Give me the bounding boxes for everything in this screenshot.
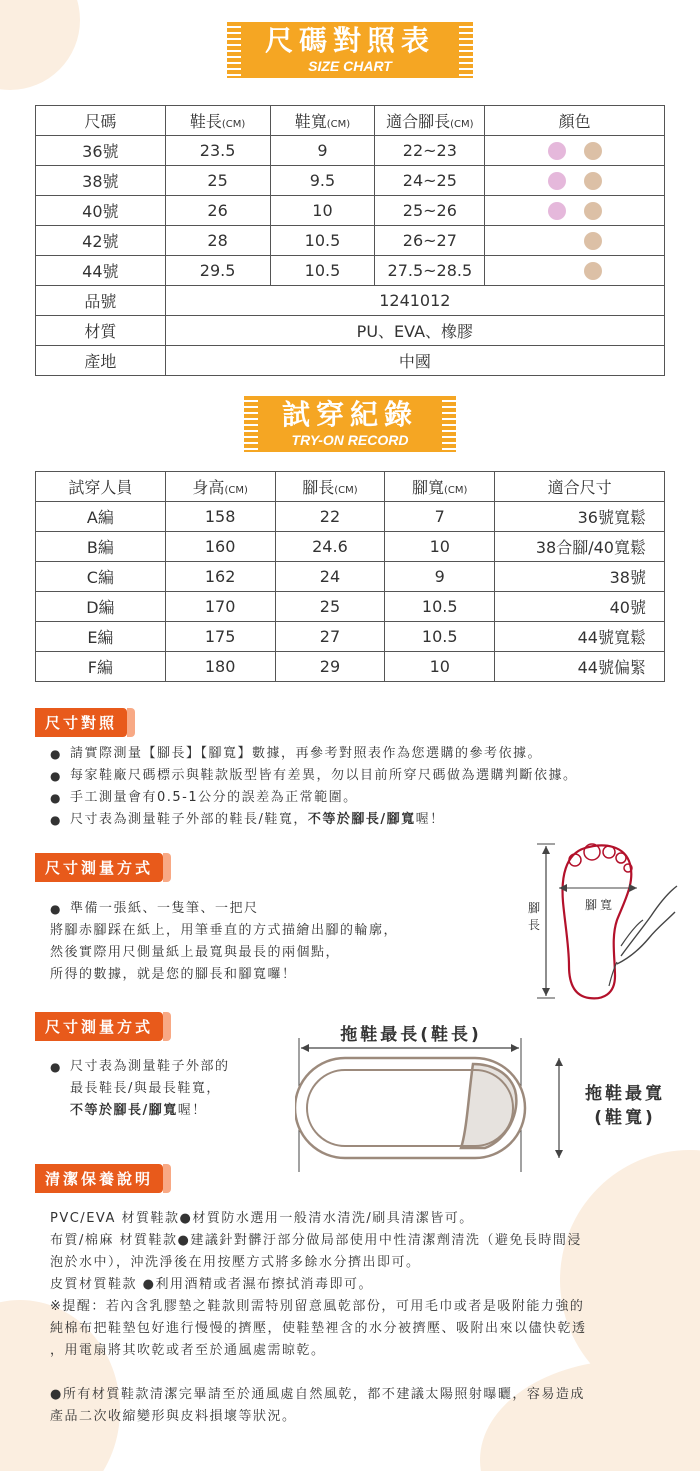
cell-foot-length: 25 <box>275 592 385 622</box>
try-on-subtitle: TRY-ON RECORD <box>291 432 409 448</box>
cell-foot: 24~25 <box>375 166 485 196</box>
foot-diagram <box>525 838 690 1003</box>
text-line: 產品二次收縮變形與皮料損壞等狀況。 <box>50 1409 297 1424</box>
cell-person: A編 <box>36 502 166 532</box>
cell-fit: 44號寬鬆 <box>495 622 665 652</box>
cell-fit: 38號 <box>495 562 665 592</box>
cell-width: 10.5 <box>270 226 375 256</box>
origin-value: 中國 <box>165 346 664 376</box>
cell-person: F編 <box>36 652 166 682</box>
header-foot-width: 腳寬(CM) <box>385 472 495 502</box>
foot-measure-bullet <box>50 898 259 920</box>
table-row <box>36 652 665 682</box>
beige-swatch <box>584 172 602 190</box>
size-chart-table <box>35 105 665 376</box>
header-foot-length: 腳長(CM) <box>275 472 385 502</box>
size-chart-banner <box>0 22 700 78</box>
list-item: ● 手工測量會有0.5-1公分的誤差為正常範圍。 <box>50 787 578 809</box>
product-number-row <box>36 286 665 316</box>
origin-label: 產地 <box>36 346 166 376</box>
slipper-measure-tag: 尺寸測量方式 <box>35 1012 163 1041</box>
cell-length: 28 <box>165 226 270 256</box>
size-chart-title: 尺碼對照表 <box>264 24 435 57</box>
cell-foot-length: 24 <box>275 562 385 592</box>
cell-width: 9.5 <box>270 166 375 196</box>
header-color: 顏色 <box>485 106 665 136</box>
list-item: ● 每家鞋廠尺碼標示與鞋款版型皆有差異，勿以目前所穿尺碼做為選購判斷依據。 <box>50 765 578 787</box>
table-row <box>36 256 665 286</box>
cell-person: D編 <box>36 592 166 622</box>
cell-height: 160 <box>165 532 275 562</box>
table-header-row <box>36 472 665 502</box>
try-on-title: 試穿紀錄 <box>281 398 418 431</box>
cell-foot: 22~23 <box>375 136 485 166</box>
cell-foot: 25~26 <box>375 196 485 226</box>
cell-foot-width: 10 <box>385 532 495 562</box>
foot-length-label: 腳長 <box>527 901 540 932</box>
size-notes-tag: 尺寸對照 <box>35 708 127 737</box>
cell-person: E編 <box>36 622 166 652</box>
slipper-length-label: 拖鞋最長(鞋長) <box>321 1020 501 1045</box>
size-chart-subtitle: SIZE CHART <box>308 58 392 74</box>
cell-length: 23.5 <box>165 136 270 166</box>
cell-colors <box>485 166 665 196</box>
beige-swatch <box>584 262 602 280</box>
cell-height: 180 <box>165 652 275 682</box>
table-row <box>36 562 665 592</box>
pink-swatch <box>548 172 566 190</box>
cell-fit: 38合腳/40寬鬆 <box>495 532 665 562</box>
slipper-measure-text <box>50 1056 230 1122</box>
cell-person: C編 <box>36 562 166 592</box>
cell-length: 25 <box>165 166 270 196</box>
cell-length: 29.5 <box>165 256 270 286</box>
list-item: ● 請實際測量【腳長】【腳寬】數據，再參考對照表作為您選購的參考依據。 <box>50 743 578 765</box>
text-line: 泡於水中），沖洗淨後在用按壓方式將多餘水分擠出即可。 <box>50 1255 421 1270</box>
text-line: ※提醒：若內含乳膠墊之鞋款則需特別留意風乾部份，可用毛巾或者是吸附能力強的 <box>50 1299 585 1314</box>
list-item: ● 準備一張紙、一隻筆、一把尺 <box>50 898 259 920</box>
table-row <box>36 592 665 622</box>
cell-foot-width: 10.5 <box>385 622 495 652</box>
table-row <box>36 502 665 532</box>
try-on-table <box>35 471 665 682</box>
material-row <box>36 316 665 346</box>
text-line: 所得的數據，就是您的腳長和腳寬囉！ <box>50 967 297 982</box>
table-row <box>36 622 665 652</box>
cell-colors <box>485 256 665 286</box>
header-size: 尺碼 <box>36 106 166 136</box>
try-on-banner <box>0 396 700 452</box>
cell-colors <box>485 226 665 256</box>
cell-length: 26 <box>165 196 270 226</box>
cell-width: 9 <box>270 136 375 166</box>
foot-measure-tag: 尺寸測量方式 <box>35 853 163 882</box>
list-item: ● 尺寸表為測量鞋子外部的 最長鞋長/與最長鞋寬， 不等於腳長/腳寬喔！ <box>50 1056 230 1122</box>
cell-width: 10 <box>270 196 375 226</box>
header-person: 試穿人員 <box>36 472 166 502</box>
header-fit: 適合尺寸 <box>495 472 665 502</box>
cell-size: 36號 <box>36 136 166 166</box>
table-row <box>36 532 665 562</box>
text-line: ，用電扇將其吹乾或者至於通風處需晾乾。 <box>50 1343 326 1358</box>
list-item: ● 尺寸表為測量鞋子外部的鞋長/鞋寬，不等於腳長/腳寬喔！ <box>50 809 578 831</box>
cell-foot-length: 27 <box>275 622 385 652</box>
cell-fit: 36號寬鬆 <box>495 502 665 532</box>
cell-colors <box>485 196 665 226</box>
header-width: 鞋寬(CM) <box>270 106 375 136</box>
cell-foot-width: 7 <box>385 502 495 532</box>
product-number-value: 1241012 <box>165 286 664 316</box>
cell-size: 40號 <box>36 196 166 226</box>
cell-fit: 44號偏緊 <box>495 652 665 682</box>
cell-foot: 27.5~28.5 <box>375 256 485 286</box>
material-value: PU、EVA、橡膠 <box>165 316 664 346</box>
beige-swatch <box>584 232 602 250</box>
foot-measure-text <box>50 920 398 986</box>
header-foot: 適合腳長(CM) <box>375 106 485 136</box>
product-number-label: 品號 <box>36 286 166 316</box>
cell-height: 175 <box>165 622 275 652</box>
cell-foot-length: 22 <box>275 502 385 532</box>
table-row <box>36 226 665 256</box>
text-line: 將腳赤腳踩在紙上，用筆垂直的方式描繪出腳的輪廓， <box>50 923 399 938</box>
table-row <box>36 136 665 166</box>
cell-foot-width: 10.5 <box>385 592 495 622</box>
pink-swatch <box>548 202 566 220</box>
foot-width-label: 腳寬 <box>584 898 615 912</box>
cell-size: 38號 <box>36 166 166 196</box>
cell-height: 158 <box>165 502 275 532</box>
cell-foot-length: 29 <box>275 652 385 682</box>
cell-colors <box>485 136 665 166</box>
table-row <box>36 196 665 226</box>
header-height: 身高(CM) <box>165 472 275 502</box>
cell-size: 42號 <box>36 226 166 256</box>
cell-height: 162 <box>165 562 275 592</box>
slipper-width-label: 拖鞋最寬 (鞋寬) <box>585 1084 665 1128</box>
slipper-diagram <box>295 1020 685 1175</box>
material-label: 材質 <box>36 316 166 346</box>
text-line: 皮質材質鞋款 ●利用酒精或者濕布擦拭消毒即可。 <box>50 1277 373 1292</box>
text-line: PVC/EVA 材質鞋款●材質防水選用一般清水清洗/刷具清潔皆可。 <box>50 1211 474 1226</box>
cell-person: B編 <box>36 532 166 562</box>
size-notes-list <box>50 743 578 831</box>
care-text <box>50 1208 587 1428</box>
cell-fit: 40號 <box>495 592 665 622</box>
text-line: 純棉布把鞋墊包好進行慢慢的擠壓，使鞋墊裡含的水分被擠壓、吸附出來以儘快乾透 <box>50 1321 587 1336</box>
text-line: 布質/棉麻 材質鞋款●建議針對髒汙部分做局部使用中性清潔劑清洗（避免長時間浸 <box>50 1233 582 1248</box>
beige-swatch <box>584 142 602 160</box>
pink-swatch <box>548 142 566 160</box>
table-header-row <box>36 106 665 136</box>
text-line: ●所有材質鞋款清潔完畢請至於通風處自然風乾，都不建議太陽照射曝曬，容易造成 <box>50 1387 585 1402</box>
cell-size: 44號 <box>36 256 166 286</box>
care-tag: 清潔保養說明 <box>35 1164 163 1193</box>
origin-row <box>36 346 665 376</box>
cell-foot-width: 10 <box>385 652 495 682</box>
cell-foot-width: 9 <box>385 562 495 592</box>
text-line: 然後實際用尺側量紙上最寬與最長的兩個點， <box>50 945 341 960</box>
cell-foot-length: 24.6 <box>275 532 385 562</box>
header-length: 鞋長(CM) <box>165 106 270 136</box>
beige-swatch <box>584 202 602 220</box>
table-row <box>36 166 665 196</box>
cell-foot: 26~27 <box>375 226 485 256</box>
cell-height: 170 <box>165 592 275 622</box>
cell-width: 10.5 <box>270 256 375 286</box>
